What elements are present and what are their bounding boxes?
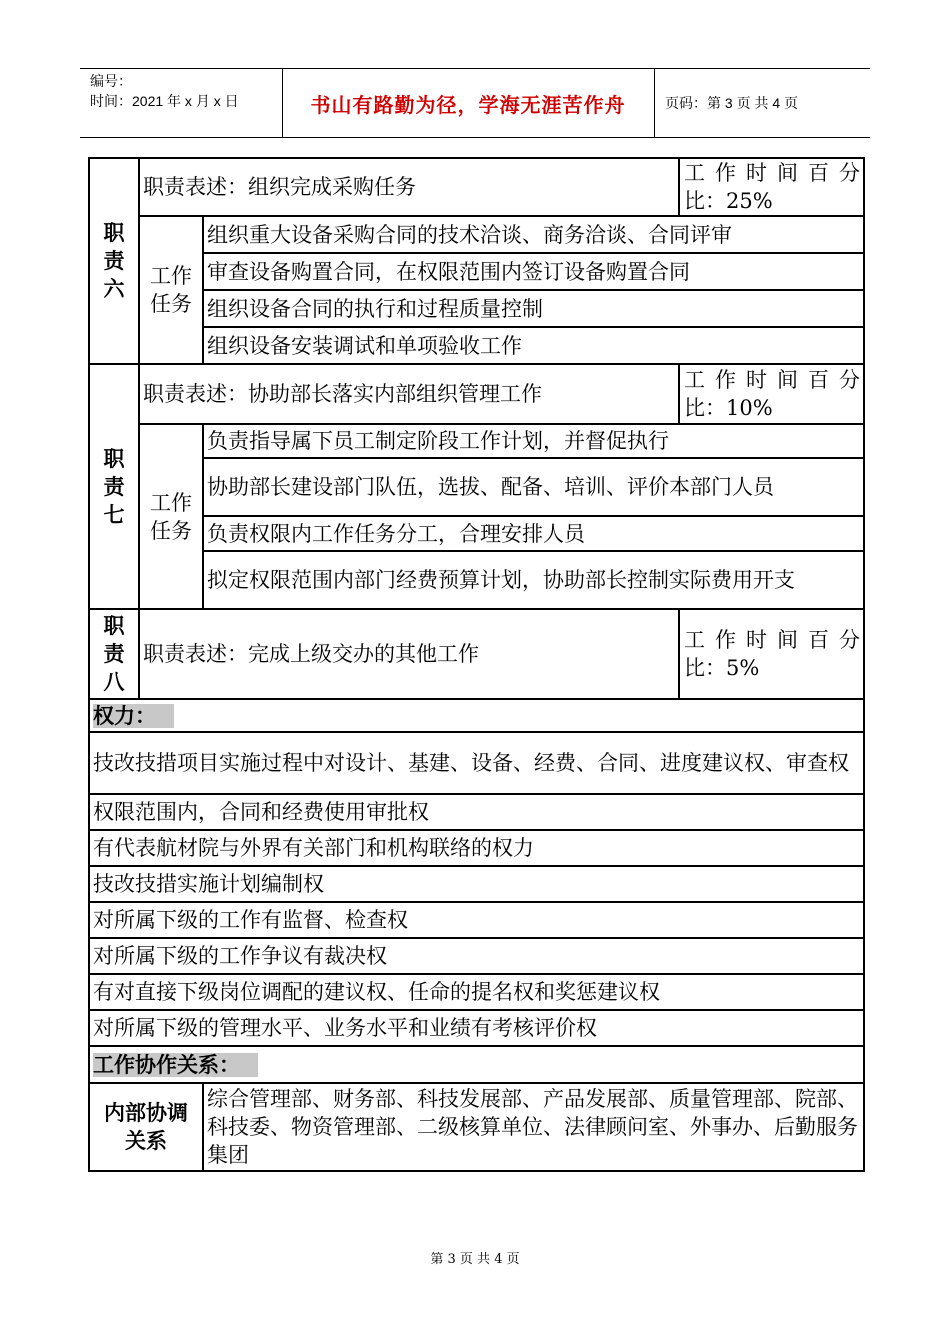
cooperation-title: 工作协作关系：	[89, 1046, 864, 1083]
duty7-pct-line1: 工作时间百分	[684, 368, 860, 392]
authority-item	[89, 902, 864, 938]
authority-item	[89, 866, 864, 902]
duty8-side-label: 职 责 八	[89, 609, 139, 699]
duty6-task-row	[89, 253, 864, 290]
code-label: 编号：	[90, 73, 132, 89]
authority-item-7: 有对直接下级岗位调配的建议权、任命的提名权和奖惩建议权	[89, 974, 864, 1010]
authority-item	[89, 732, 864, 794]
duty7-task-label: 工作 任务	[139, 424, 203, 609]
duty7-statement: 职责表述：协助部长落实内部组织管理工作	[139, 364, 679, 424]
internal-coordination-row	[89, 1083, 864, 1171]
duty6-pct	[679, 158, 864, 216]
duty6-pct-line1: 工作时间百分	[684, 161, 860, 185]
duty6-task-row	[89, 216, 864, 253]
duty6-task-4: 组织设备安装调试和单项验收工作	[203, 327, 864, 364]
duty6-side-label: 职 责 六	[89, 158, 139, 364]
duty7-statement-row	[89, 364, 864, 424]
duty6-task-label: 工作 任务	[139, 216, 203, 364]
duty6-task-row	[89, 327, 864, 364]
authority-item-2: 权限范围内，合同和经费使用审批权	[89, 794, 864, 830]
duty7-pct	[679, 364, 864, 424]
page-footer: 第 3 页 共 4 页	[430, 1252, 520, 1267]
duty8-pct-line1: 工作时间百分	[684, 628, 860, 652]
header-slogan-cell	[282, 69, 655, 137]
authority-item-5: 对所属下级的工作有监督、检查权	[89, 902, 864, 938]
page-number-label: 页码：第 3 页 共 4 页	[665, 95, 799, 111]
authority-title-row	[89, 699, 864, 732]
duty7-task-4: 拟定权限范围内部门经费预算计划，协助部长控制实际费用开支	[203, 551, 864, 609]
duty6-pct-line2: 比：25%	[684, 189, 773, 213]
cooperation-title-row	[89, 1046, 864, 1083]
duty8-pct-line2: 比：5%	[684, 656, 760, 680]
duty6-task-2: 审查设备购置合同，在权限范围内签订设备购置合同	[203, 253, 864, 290]
time-label: 时间：2021 年 x 月 x 日	[90, 93, 239, 109]
internal-coordination-text: 综合管理部、财务部、科技发展部、产品发展部、质量管理部、院部、科技委、物资管理部、二级核算单位、法律顾问室、外事办、后勤服务集团	[203, 1083, 864, 1171]
duty7-task-3: 负责权限内工作任务分工，合理安排人员	[203, 516, 864, 551]
header-meta	[80, 69, 283, 137]
duty6-task-3: 组织设备合同的执行和过程质量控制	[203, 290, 864, 327]
slogan: 书山有路勤为径，学海无涯苦作舟	[310, 92, 626, 117]
duty8-pct	[679, 609, 864, 699]
duty7-task-1: 负责指导属下员工制定阶段工作计划，并督促执行	[203, 424, 864, 458]
duty7-side-label: 职 责 七	[89, 364, 139, 609]
authority-title: 权力：	[89, 699, 864, 732]
duty6-statement: 职责表述：组织完成采购任务	[139, 158, 679, 216]
duty7-task-row	[89, 551, 864, 609]
duty6-task-1: 组织重大设备采购合同的技术洽谈、商务洽谈、合同评审	[203, 216, 864, 253]
duty8-statement: 职责表述：完成上级交办的其他工作	[139, 609, 679, 699]
duty7-pct-line2: 比：10%	[684, 396, 773, 420]
duty6-statement-row	[89, 158, 864, 216]
internal-coordination-label: 内部协调 关系	[89, 1083, 203, 1171]
job-description-table	[88, 157, 865, 1172]
duty7-task-row	[89, 516, 864, 551]
authority-item-3: 有代表航材院与外界有关部门和机构联络的权力	[89, 830, 864, 866]
page-header	[80, 68, 870, 138]
authority-item	[89, 974, 864, 1010]
duty7-task-2: 协助部长建设部门队伍，选拔、配备、培训、评价本部门人员	[203, 458, 864, 516]
authority-item	[89, 794, 864, 830]
authority-item-8: 对所属下级的管理水平、业务水平和业绩有考核评价权	[89, 1010, 864, 1046]
authority-item	[89, 938, 864, 974]
duty7-task-row	[89, 424, 864, 458]
authority-item	[89, 1010, 864, 1046]
authority-item	[89, 830, 864, 866]
duty7-task-row	[89, 458, 864, 516]
authority-item-6: 对所属下级的工作争议有裁决权	[89, 938, 864, 974]
authority-item-1: 技改技措项目实施过程中对设计、基建、设备、经费、合同、进度建议权、审查权	[89, 732, 864, 794]
duty8-statement-row	[89, 609, 864, 699]
duty6-task-row	[89, 290, 864, 327]
authority-item-4: 技改技措实施计划编制权	[89, 866, 864, 902]
